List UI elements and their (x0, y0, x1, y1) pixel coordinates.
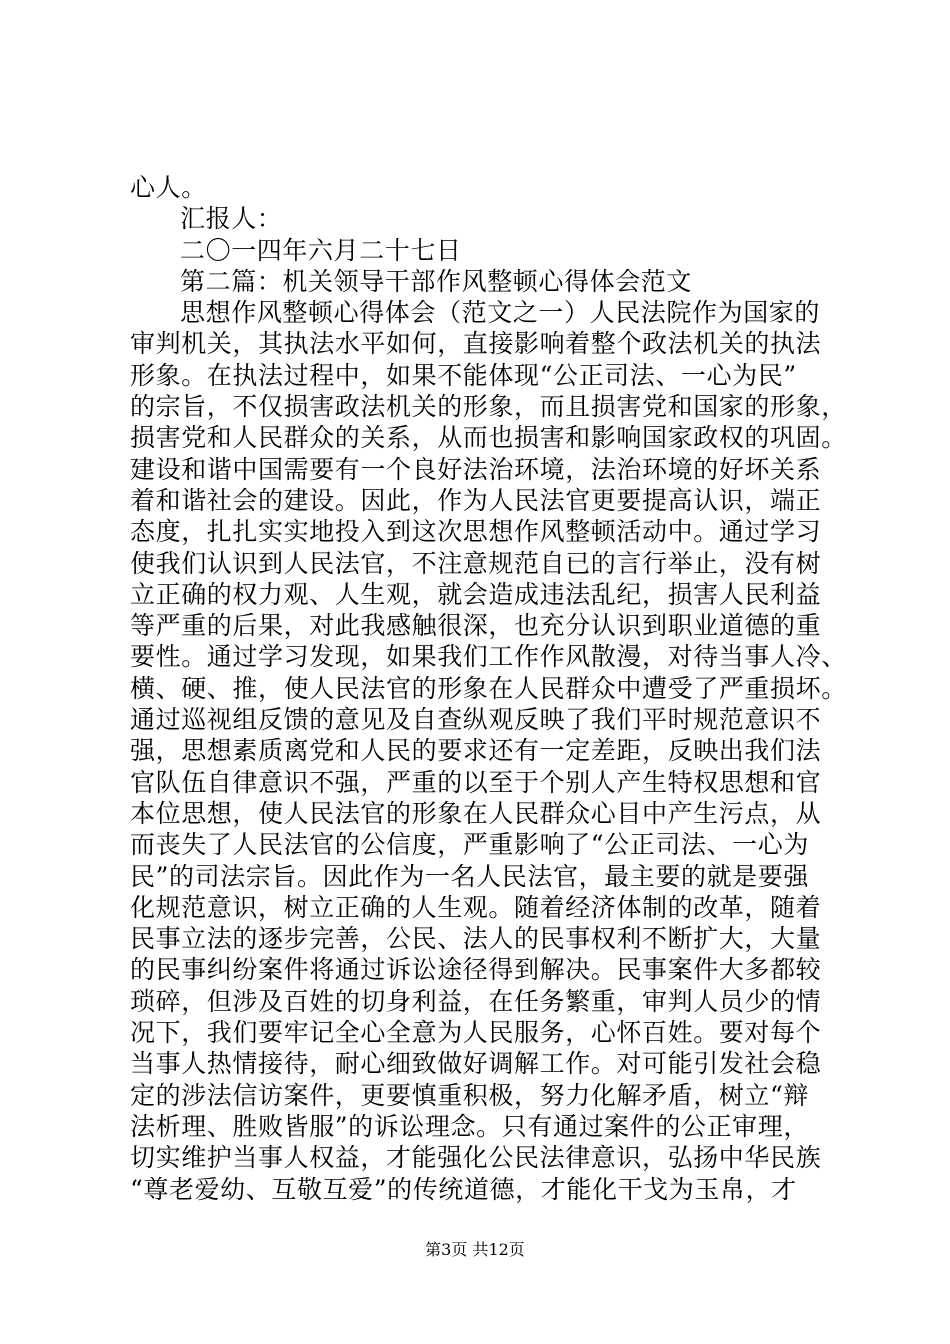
text-line: 审判机关，其执法水平如何，直接影响着整个政法机关的执法 (130, 329, 822, 359)
text-line: 琐碎，但涉及百姓的切身利益，在任务繁重，审判人员少的情 (130, 986, 822, 1016)
text-line: 通过巡视组反馈的意见及自查纵观反映了我们平时规范意识不 (130, 705, 822, 735)
text-line: 官队伍自律意识不强，严重的以至于个别人产生特权思想和官 (130, 767, 822, 797)
text-line: 思想作风整顿心得体会（范文之一）人民法院作为国家的 (180, 298, 821, 328)
text-line: 建设和谐中国需要有一个良好法治环境，法治环境的好坏关系 (130, 454, 822, 484)
text-line: 损害党和人民群众的关系，从而也损害和影响国家政权的巩固。 (130, 423, 847, 453)
text-line: 民”的司法宗旨。因此作为一名人民法官，最主要的就是要强 (130, 861, 809, 891)
text-line: 民事立法的逐步完善，公民、法人的民事权利不断扩大，大量 (130, 924, 822, 954)
text-line: 心人。 (130, 173, 207, 202)
text-line: 形象。在执法过程中，如果不能体现“公正司法、一心为民” (130, 360, 797, 390)
text-line: 定的涉法信访案件，更要慎重积极，努力化解矛盾，树立“辩 (130, 1080, 809, 1110)
text-line: 况下，我们要牢记全心全意为人民服务，心怀百姓。要对每个 (130, 1018, 822, 1048)
text-line: 第二篇：机关领导干部作风整顿心得体会范文 (180, 266, 693, 296)
text-line: 汇报人： (180, 204, 283, 234)
document-body (130, 172, 847, 1205)
text-line: 当事人热情接待，耐心细致做好调解工作。对可能引发社会稳 (130, 1049, 822, 1079)
text-line: 化规范意识，树立正确的人生观。随着经济体制的改革，随着 (130, 892, 822, 922)
text-line: 强，思想素质离党和人民的要求还有一定差距，反映出我们法 (130, 736, 822, 766)
text-line: 而丧失了人民法官的公信度，严重影响了“公正司法、一心为 (130, 830, 809, 860)
text-line: 横、硬、推，使人民法官的形象在人民群众中遭受了严重损坏。 (130, 673, 847, 703)
text-line: 的民事纠纷案件将通过诉讼途径得到解决。民事案件大多都较 (130, 955, 822, 985)
text-line: 使我们认识到人民法官，不注意规范自已的言行举止，没有树 (130, 548, 822, 578)
text-line: “尊老爱幼、互敬互爱”的传统道德，才能化干戈为玉帛，才 (130, 1174, 797, 1204)
text-line: 的宗旨，不仅损害政法机关的形象，而且损害党和国家的形象， (130, 392, 847, 422)
text-line: 本位思想，使人民法官的形象在人民群众心目中产生污点，从 (130, 798, 822, 828)
text-line: 二〇一四年六月二十七日 (180, 235, 462, 265)
text-line: 切实维护当事人权益，才能强化公民法律意识，弘扬中华民族 (130, 1143, 822, 1173)
text-line: 着和谐社会的建设。因此，作为人民法官更要提高认识，端正 (130, 485, 822, 515)
page-footer: 第3页 共12页 (425, 1240, 525, 1259)
text-line: 法析理、胜败皆服”的诉讼理念。只有通过案件的公正审理， (130, 1111, 809, 1141)
text-line: 立正确的权力观、人生观，就会造成违法乱纪，损害人民利益 (130, 579, 822, 609)
text-line: 要性。通过学习发现，如果我们工作作风散漫，对待当事人冷、 (130, 642, 847, 672)
text-line: 等严重的后果，对此我感触很深，也充分认识到职业道德的重 (130, 611, 822, 641)
text-line: 态度，扎扎实实地投入到这次思想作风整顿活动中。通过学习 (130, 517, 822, 547)
